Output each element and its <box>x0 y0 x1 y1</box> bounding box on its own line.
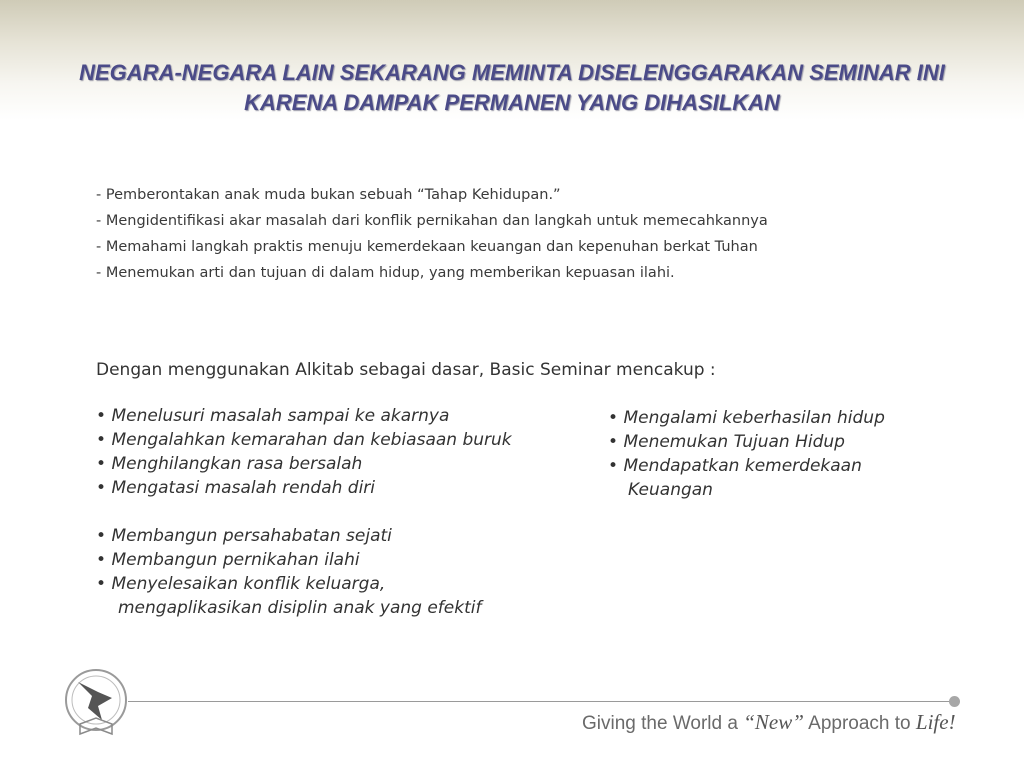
bullet-text: Mendapatkan kemerdekaan <box>623 456 862 476</box>
bullet-item <box>608 406 885 430</box>
bullet-item <box>96 524 512 548</box>
bullet-text: Mengalahkan kemarahan dan kebiasaan buruk <box>111 430 512 450</box>
bullet-glyph: • <box>96 478 107 498</box>
right-bullet-column <box>608 406 885 502</box>
bullet-glyph: • <box>96 574 107 594</box>
bullet-glyph: • <box>608 456 619 476</box>
lead-text: Dengan menggunakan Alkitab sebagai dasar, Basic Seminar mencakup : <box>96 360 716 380</box>
intro-item: - Menemukan arti dan tujuan di dalam hidup, yang memberikan kepuasan ilahi. <box>96 265 675 281</box>
seminar-emblem-logo <box>58 662 138 752</box>
bullet-text: Membangun persahabatan sejati <box>111 526 392 546</box>
bullet-continuation: Keuangan <box>628 480 713 500</box>
intro-item: - Memahami langkah praktis menuju kemerdekaan keuangan dan kepenuhan berkat Tuhan <box>96 239 758 255</box>
bullet-item <box>608 454 885 478</box>
intro-item: - Mengidentifikasi akar masalah dari konflik pernikahan dan langkah untuk memecahkannya <box>96 213 768 229</box>
bullet-text: Menelusuri masalah sampai ke akarnya <box>111 406 450 426</box>
bullet-item <box>608 430 885 454</box>
bullet-continuation: mengaplikasikan disiplin anak yang efektif <box>118 598 482 618</box>
bullet-text: Mengatasi masalah rendah diri <box>111 478 376 498</box>
tagline-text: Approach to <box>803 713 916 734</box>
bullet-glyph: • <box>96 406 107 426</box>
bullet-text: Membangun pernikahan ilahi <box>111 550 360 570</box>
bullet-glyph: • <box>96 430 107 450</box>
bullet-glyph: • <box>608 432 619 452</box>
bullet-text: Menghilangkan rasa bersalah <box>111 454 363 474</box>
left-bullet-column <box>96 404 512 620</box>
intro-list <box>96 182 956 286</box>
bullet-glyph: • <box>96 550 107 570</box>
bullet-item <box>96 452 512 476</box>
bullet-item <box>96 404 512 428</box>
tagline-life: Life! <box>915 710 956 734</box>
bullet-glyph: • <box>96 526 107 546</box>
tagline-new: “New” <box>743 710 804 734</box>
footer-tagline <box>582 708 956 738</box>
bullet-text: Menemukan Tujuan Hidup <box>623 432 845 452</box>
bullet-item <box>96 428 512 452</box>
bullet-item <box>96 476 512 500</box>
slide-title: NEGARA-NEGARA LAIN SEKARANG MEMINTA DISELENGGARAKAN SEMINAR INI KARENA DAMPAK PERMANEN YANG DIHASILKAN <box>79 60 945 115</box>
bullet-item <box>96 548 512 572</box>
tagline-text: Giving the World a <box>582 713 744 734</box>
list-spacer <box>96 500 512 524</box>
bullet-glyph: • <box>96 454 107 474</box>
footer-rule <box>128 701 954 702</box>
footer-rule-end-dot <box>949 696 960 707</box>
bullet-text: Menyelesaikan konflik keluarga, <box>111 574 386 594</box>
bullet-text: Mengalami keberhasilan hidup <box>623 408 885 428</box>
intro-item: - Pemberontakan anak muda bukan sebuah “Tahap Kehidupan.” <box>96 187 561 203</box>
bullet-glyph: • <box>608 408 619 428</box>
bullet-item <box>96 572 512 596</box>
